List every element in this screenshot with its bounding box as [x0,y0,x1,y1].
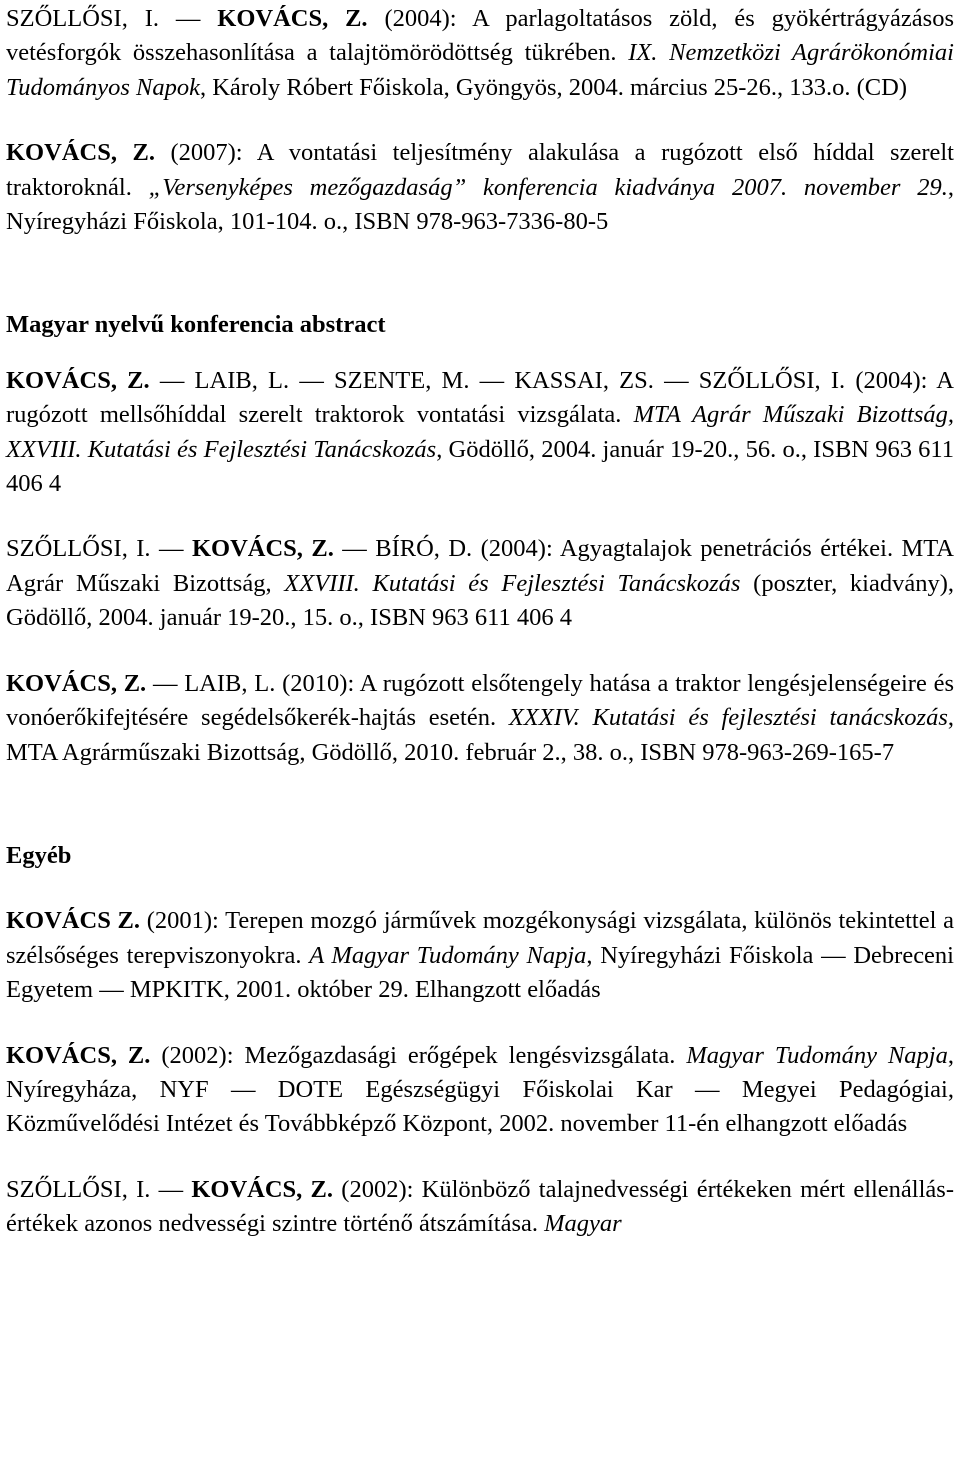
reference-entry [6,667,954,770]
reference-text [6,904,954,1007]
reference-entry [6,1173,954,1242]
reference-entry [6,904,954,1007]
section-heading: Egyéb [6,841,72,869]
author-name-bold: KOVÁCS, Z. [6,366,150,394]
author-name-bold: KOVÁCS, Z. [6,139,155,167]
publication-title: XXXIV. Kutatási és fejlesztési tanácskozás [508,704,948,732]
reference-segment: (2002): Mezőgazdasági erőgépek lengésvizsgálata. [150,1041,687,1069]
reference-segment: (2007): A vontatási teljesítmény alakulása a rugózott első híddal szerelt traktoroknál. [6,139,954,201]
author-name-bold: KOVÁCS, Z. [217,5,368,32]
reference-segment: — BÍRÓ, D. (2004): Agyagtalajok penetrációs értékei. MTA Agrár Műszaki Bizottság, [6,535,955,597]
publication-title: Magyar Tudomány Napja [686,1041,948,1069]
reference-text [6,667,954,770]
reference-entry [6,1039,954,1142]
author-name-bold: KOVÁCS, Z. [191,535,334,563]
publication-title: Magyar [544,1210,622,1238]
section-heading: Magyar nyelvű konferencia abstract [6,311,386,339]
reference-entry [6,364,954,502]
reference-segment: SZŐLLŐSI, I. — [6,535,192,563]
author-name-bold: KOVÁCS, Z. [191,1175,334,1203]
publication-title: IX. Nemzetközi Agrárökonómiai Tudományos Napok [6,39,954,101]
reference-segment: SZŐLLŐSI, I. — [6,5,218,32]
reference-segment: — LAIB, L. (2010): A rugózott elsőtengely hatása a traktor lengésjelenségeire és vonóerőkifejtésére segédelsőkerék-hajtás esetén. [6,669,954,732]
reference-segment: , Gödöllő, 2004. január 19-20., 56. o., ISBN 963 611 406 4 [6,435,954,498]
author-name-bold: KOVÁCS Z. [6,907,140,935]
reference-entry [6,2,954,105]
document-page [6,2,954,1242]
publication-title: A Magyar Tudomány Napja [309,941,587,969]
author-name-bold: KOVÁCS, Z. [6,669,147,697]
reference-segment: (2002): Különböző talajnedvességi értékeken mért ellenállás-értékek azonos nedvességi szintre történő átszámítása. [6,1175,954,1238]
reference-segment: , MTA Agrárműszaki Bizottság, Gödöllő, 2010. február 2., 38. o., ISBN 978-963-269-165-7 [6,704,954,766]
reference-entry [6,136,954,239]
author-name-bold: KOVÁCS, Z. [6,1041,151,1069]
reference-segment: (poszter, kiadvány), Gödöllő, 2004. január 19-20., 15. o., ISBN 963 611 406 4 [6,569,954,632]
reference-segment: , Nyíregyházi Főiskola — Debreceni Egyetem — MPKITK, 2001. október 29. Elhangzott előadás [6,941,954,1004]
reference-segment: SZŐLLŐSI, I. — [6,1175,192,1203]
reference-text [6,2,954,105]
publication-title: XXVIII. Kutatási és Fejlesztési Tanácskozás [284,569,741,597]
reference-segment: , Nyíregyháza, NYF — DOTE Egészségügyi Főiskolai Kar — Megyei Pedagógiai, Közművelődési Intézet és Továbbképző Központ, 2002. november 11-én elhangzott előadás [6,1041,954,1138]
reference-text [6,532,954,635]
reference-segment: , Nyíregyházi Főiskola, 101-104. o., ISBN 978-963-7336-80-5 [6,173,954,236]
reference-text [6,364,954,502]
reference-entry [6,532,954,635]
reference-segment: (2004): A parlagoltatásos zöld, és gyökértrágyázásos vetésforgók összehasonlítása a talajtömörödöttség tükrében. [6,5,954,67]
publication-title: MTA Agrár Műszaki Bizottság, XXVIII. Kutatási és Fejlesztési Tanácskozás [6,401,954,463]
reference-text [6,1173,954,1242]
reference-text [6,136,954,239]
reference-segment: — LAIB, L. — SZENTE, M. — KASSAI, ZS. — SZŐLLŐSI, I. (2004): A rugózott mellsőhíddal szerelt traktorok vontatási vizsgálata. [6,366,954,429]
publication-title: „Versenyképes mezőgazdaság” konferencia kiadványa 2007. november 29. [148,173,948,201]
reference-segment: , Károly Róbert Főiskola, Gyöngyös, 2004. március 25-26., 133.o. (CD) [199,73,907,101]
reference-segment: (2001): Terepen mozgó járművek mozgékonysági vizsgálata, különös tekintettel a szélsőséges terepviszonyokra. [6,907,954,969]
reference-text [6,1039,954,1142]
